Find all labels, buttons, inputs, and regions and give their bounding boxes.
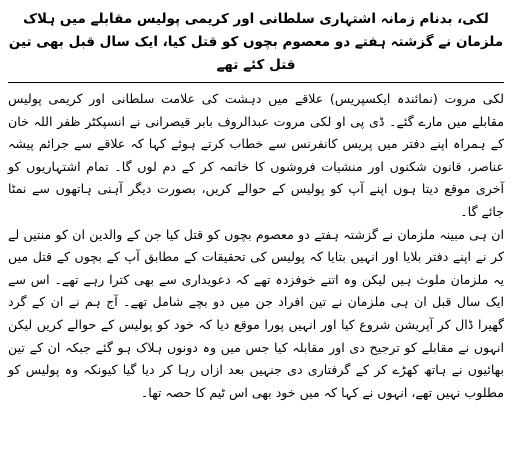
article-body: [8, 88, 504, 404]
article-paragraph-1: لکی مروت (نمائندہ ایکسپریس) علاقے میں دہشت کی علامت سلطانی اور کریمی پولیس مقابلے میں مارے گئے۔ ڈی پی او لکی مروت عبدالروف بابر قیصرانی نے انسپکٹر ظفر اللہ خان کے ہمراہ اپنے دفتر میں پریس کانفرنس سے خطاب کرتے ہوئے کہا کہ علاقے سے جرائم پیشہ عناصر، قانون شکنوں اور منشیات فروشوں کا خاتمہ کر کے دم لوں گا۔ تمام اشتہاریوں کو آخری موقع دیتا ہوں اپنے آپ کو پولیس کے حوالے کریں، بصورت دیگر آہنی ہاتھوں سے نمٹا جائے گا۔: [8, 91, 504, 219]
headline-divider: [8, 82, 504, 83]
headline-sub: ملزمان نے گزشتہ ہفتے دو معصوم بچوں کو قتل کیا، ایک سال قبل بھی تین قتل کئے تھے: [8, 34, 504, 73]
article-paragraph-2: ان ہی مبینہ ملزمان نے گزشتہ ہفتے دو معصوم بچوں کو قتل کیا جن کے والدین ان کو منتیں لے کر نے اپنے دفتر بلایا اور انہیں بتایا کہ پولیس کی تحقیقات کے مطابق آپ کے بچوں کے قتل میں یہ ملزمان ملوث ہیں لیکن وہ اتنے خوفزدہ تھے کہ دعویداری سے بھی کترا رہے تھے۔ اس سے ایک سال قبل ان ہی ملزمان نے تین افراد جن میں دو بچے شامل تھے۔ آج ہم نے ان کے گرد گھیرا ڈال کر آپریشن شروع کیا اور انہیں پورا موقع دیا کہ خود کو پولیس کے حوالے کریں لیکن انہوں نے مقابلے کو ترجیح دی اور مقابلہ کیا جس میں وہ دونوں ہلاک ہو گئے جبکہ ان کے تین بھائیوں نے ہاتھ کھڑے کر کے گرفتاری دی جنہیں بعد ازاں رہا کر دیا گیا کیونکہ وہ پولیس کو مطلوب نہیں تھے، انہوں نے کہا کہ میں خود بھی اس ٹیم کا حصہ تھا۔: [8, 226, 504, 400]
headline-main: لکی، بدنام زمانہ اشتہاری سلطانی اور کریمی پولیس مقابلے میں ہلاک: [23, 11, 489, 27]
